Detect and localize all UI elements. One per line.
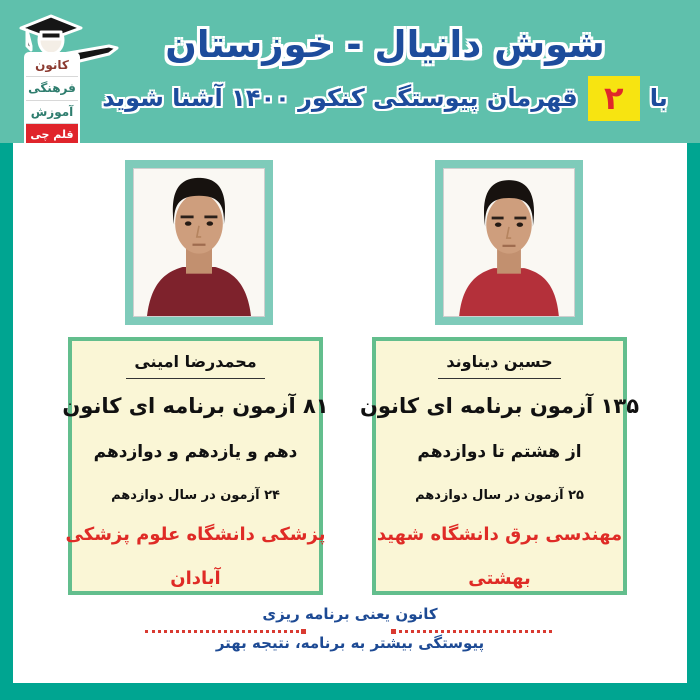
footer-slogan: [13, 603, 687, 665]
tests-in-year: ۲۴ آزمون در سال دوازدهم: [111, 488, 280, 503]
student-card-right: [359, 337, 640, 595]
header-band: [0, 0, 700, 143]
dotted-divider-left: [145, 630, 305, 633]
bottom-bar: [0, 683, 700, 700]
student-name: محمدرضا امینی: [126, 352, 264, 379]
logo-word-ghalamchi: قلم چی: [26, 124, 78, 146]
tests-in-year: ۲۵ آزمون در سال دوازدهم: [415, 488, 584, 503]
divider-square-left: [301, 629, 306, 634]
student-photo-right: [435, 160, 583, 325]
tests-total: ۱۳۵ آزمون برنامه ای کانون: [359, 394, 640, 418]
student-name: حسین دیناوند: [438, 352, 560, 379]
subtitle-row: [102, 76, 667, 121]
grades-range: دهم و یازدهم و دوازدهم: [93, 442, 298, 462]
divider-square-right: [391, 629, 396, 634]
champion-count-badge: ۲: [588, 76, 640, 121]
subtitle-with-label: با: [649, 84, 668, 112]
portrait-right-icon: [443, 168, 575, 317]
slogan-line-2: پیوستگی بیشتر به برنامه، نتیجه بهتر: [215, 634, 485, 652]
grades-range: از هشتم تا دوازدهم: [417, 442, 582, 462]
logo-word-amoozesh: آموزش: [26, 101, 78, 124]
student-card-left: [62, 337, 329, 595]
subtitle-text: قهرمان پیوستگی کنکور ۱۴۰۰ آشنا شوید: [102, 84, 578, 112]
result-major-line2: بهشتی: [468, 568, 531, 589]
result-major-line1: پزشکی دانشگاه علوم پزشکی: [65, 524, 326, 545]
logo-word-farhangi: فرهنگی: [26, 77, 78, 100]
logo-word-kanoon: کانون: [26, 54, 78, 77]
dotted-divider-right: [392, 630, 552, 633]
result-major-line1: مهندسی برق دانشگاه شهید: [376, 524, 623, 545]
content-panel: [13, 143, 687, 683]
page-title: شوش دانیال - خوزستان: [165, 22, 605, 66]
header-titles: [70, 0, 700, 143]
result-major-line2: آبادان: [170, 568, 221, 589]
slogan-line-1: کانون یعنی برنامه ریزی: [262, 605, 438, 623]
student-photo-left: [125, 160, 273, 325]
tests-total: ۸۱ آزمون برنامه ای کانون: [62, 394, 329, 418]
portrait-left-icon: [133, 168, 265, 317]
